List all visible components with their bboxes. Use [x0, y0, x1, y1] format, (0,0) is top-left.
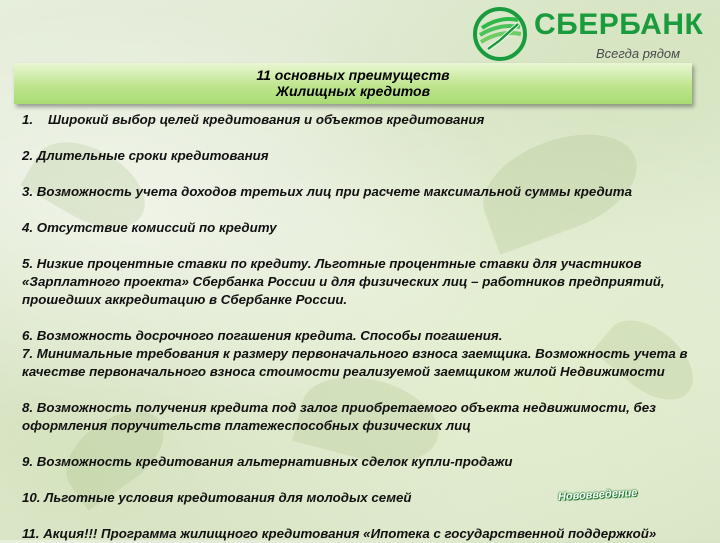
brand-tagline: Всегда рядом [596, 46, 681, 61]
spacer [22, 507, 702, 525]
spacer [22, 381, 702, 399]
spacer [22, 471, 702, 489]
list-item: 11. Акция!!! Программа жилищного кредитования «Ипотека с государственной поддержкой» [22, 526, 657, 541]
list-item: 10. Льготные условия кредитования для молодых семей [22, 490, 412, 505]
list-item: 8. Возможность получения кредита под залог приобретаемого объекта недвижимости, без оформления поручительств платежеспособных физических лиц [22, 400, 656, 433]
slide-title [14, 63, 692, 104]
list-item: 5. Низкие процентные ставки по кредиту. Льготные процентные ставки для участников «Зарплатного проекта» Сбербанка России и для физических лиц – работников предприятий, прошедших аккредитацию в Сбербанке России. [22, 256, 665, 307]
spacer [22, 237, 702, 255]
title-line-1: 11 основных преимуществ [256, 67, 450, 83]
list-item: 7. Минимальные требования к размеру первоначального взноса заемщика. Возможность учета в качестве первоначального взноса стоимости реализуемой заемщиком жилой Недвижимости [22, 346, 688, 379]
title-line-2: Жилищных кредитов [275, 83, 431, 99]
item-text: Широкий выбор целей кредитования и объектов кредитования [48, 112, 485, 127]
list-item: 6. Возможность досрочного погашения кредита. Способы погашения. [22, 328, 503, 343]
brand-name: СБЕРБАНК [534, 8, 704, 41]
list-item: 9. Возможность кредитования альтернативных сделок купли-продажи [22, 454, 513, 469]
sberbank-logo-icon [472, 6, 528, 62]
spacer [22, 165, 702, 183]
list-item: 4. Отсутствие комиссий по кредиту [22, 220, 277, 235]
list-item: 3. Возможность учета доходов третьих лиц при расчете максимальной суммы кредита [22, 184, 633, 199]
sberbank-logo [472, 6, 712, 64]
item-number: 1. [22, 112, 34, 127]
new-badge: Нововведение [557, 486, 638, 504]
list-item [22, 111, 702, 129]
spacer [22, 435, 702, 453]
benefits-list [22, 111, 702, 543]
spacer [22, 309, 702, 327]
spacer [22, 129, 702, 147]
list-item: 2. Длительные сроки кредитования [22, 148, 269, 163]
spacer [22, 201, 702, 219]
